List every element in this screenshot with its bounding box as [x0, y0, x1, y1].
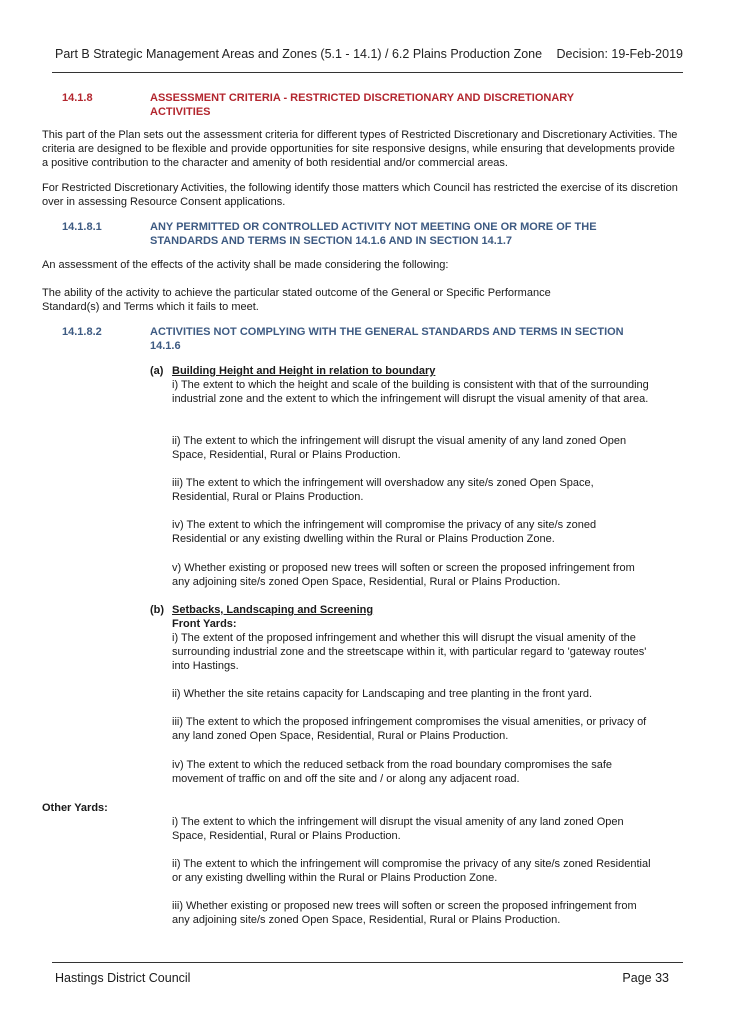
item-a-ii: ii) The extent to which the infringement will disrupt the visual amenity of any land zoned Open Space, Residential, Rural or Plains Production. — [172, 435, 627, 462]
footer-page-number: Page 33 — [622, 971, 669, 985]
item-a-iii: iii) The extent to which the infringement will overshadow any site/s zoned Open Space, Residential, Rural or Plains Production. — [172, 477, 594, 504]
section-heading-14-1-8: ASSESSMENT CRITERIA - RESTRICTED DISCRETIONARY AND DISCRETIONARY ACTIVITIES — [150, 92, 574, 119]
other-yards-label: Other Yards: — [42, 802, 108, 814]
section-number-14-1-8: 14.1.8 — [62, 92, 93, 104]
front-yards-i: i) The extent of the proposed infringement and whether this will disrupt the visual amenity of the surrounding industrial zone and the streetscape within it, with particular regard to 'gateway routes' into Hastings. — [172, 632, 647, 673]
other-yards-iii: iii) Whether existing or proposed new trees will soften or screen the proposed infringement from any adjoining site/s zoned Open Space, Residential, Rural or Plains Production. — [172, 900, 637, 927]
item-a-iv: iv) The extent to which the infringement will compromise the privacy of any site/s zoned Residential or any existing dwelling within the Rural or Plains Production Zone. — [172, 519, 597, 546]
item-a-label: (a) — [150, 365, 164, 377]
item-a-v: v) Whether existing or proposed new trees will soften or screen the proposed infringement from any adjoining site/s zoned Open Space, Residential, Rural or Plains Production. — [172, 562, 635, 589]
section-heading-14-1-8-2: ACTIVITIES NOT COMPLYING WITH THE GENERAL STANDARDS AND TERMS IN SECTION 14.1.6 — [150, 326, 624, 353]
restricted-discretionary-paragraph: For Restricted Discretionary Activities, the following identify those matters which Council has restricted the exercise of its discretion over in assessing Resource Consent applications. — [42, 182, 678, 209]
front-yards-label: Front Yards: — [172, 618, 237, 630]
ability-paragraph: The ability of the activity to achieve the particular stated outcome of the General or Specific Performance Standard(s) and Terms which it fails to meet. — [42, 287, 551, 314]
header-rule — [52, 72, 683, 73]
item-b-label: (b) — [150, 604, 165, 616]
header-title: Part B Strategic Management Areas and Zones (5.1 - 14.1) / 6.2 Plains Production Zone — [55, 47, 543, 61]
front-yards-iii: iii) The extent to which the proposed infringement compromises the visual amenities, or privacy of any land zoned Open Space, Residential, Rural or Plains Production. — [172, 716, 647, 743]
front-yards-ii: ii) Whether the site retains capacity for Landscaping and tree planting in the front yard. — [172, 688, 593, 700]
section-number-14-1-8-2: 14.1.8.2 — [62, 326, 102, 338]
other-yards-i: i) The extent to which the infringement will disrupt the visual amenity of any land zoned Open Space, Residential, Rural or Plains Production. — [172, 816, 624, 843]
item-b-title: Setbacks, Landscaping and Screening — [172, 604, 374, 616]
footer-rule — [52, 962, 683, 963]
item-a-i: i) The extent to which the height and scale of the building is consistent with that of the surrounding industrial zone and the extent to which the infringement will disrupt the visual amenity of that area. — [172, 379, 649, 406]
section-heading-14-1-8-1: ANY PERMITTED OR CONTROLLED ACTIVITY NOT MEETING ONE OR MORE OF THE STANDARDS AND TERMS IN SECTION 14.1.6 AND IN SECTION 14.1.7 — [150, 221, 597, 248]
section-number-14-1-8-1: 14.1.8.1 — [62, 221, 102, 233]
intro-paragraph: This part of the Plan sets out the assessment criteria for different types of Restricted Discretionary and Discretionary Activities. The criteria are designed to be flexible and provide opportunities for site responsive designs, while ensuring that developments provide a positive contribution to the character and amenity of both residential and/or commercial areas. — [42, 129, 678, 170]
other-yards-ii: ii) The extent to which the infringement will compromise the privacy of any site/s zoned Residential or any existing dwelling within the Rural or Plains Production Zone. — [172, 858, 651, 885]
footer-organisation: Hastings District Council — [55, 971, 191, 985]
item-a-title: Building Height and Height in relation to boundary — [172, 365, 436, 377]
front-yards-iv: iv) The extent to which the reduced setback from the road boundary compromises the safe movement of traffic on and off the site and / or along any adjacent road. — [172, 759, 613, 786]
assessment-effects-paragraph: An assessment of the effects of the activity shall be made considering the following: — [42, 259, 449, 271]
header-decision-date: Decision: 19-Feb-2019 — [556, 47, 683, 61]
